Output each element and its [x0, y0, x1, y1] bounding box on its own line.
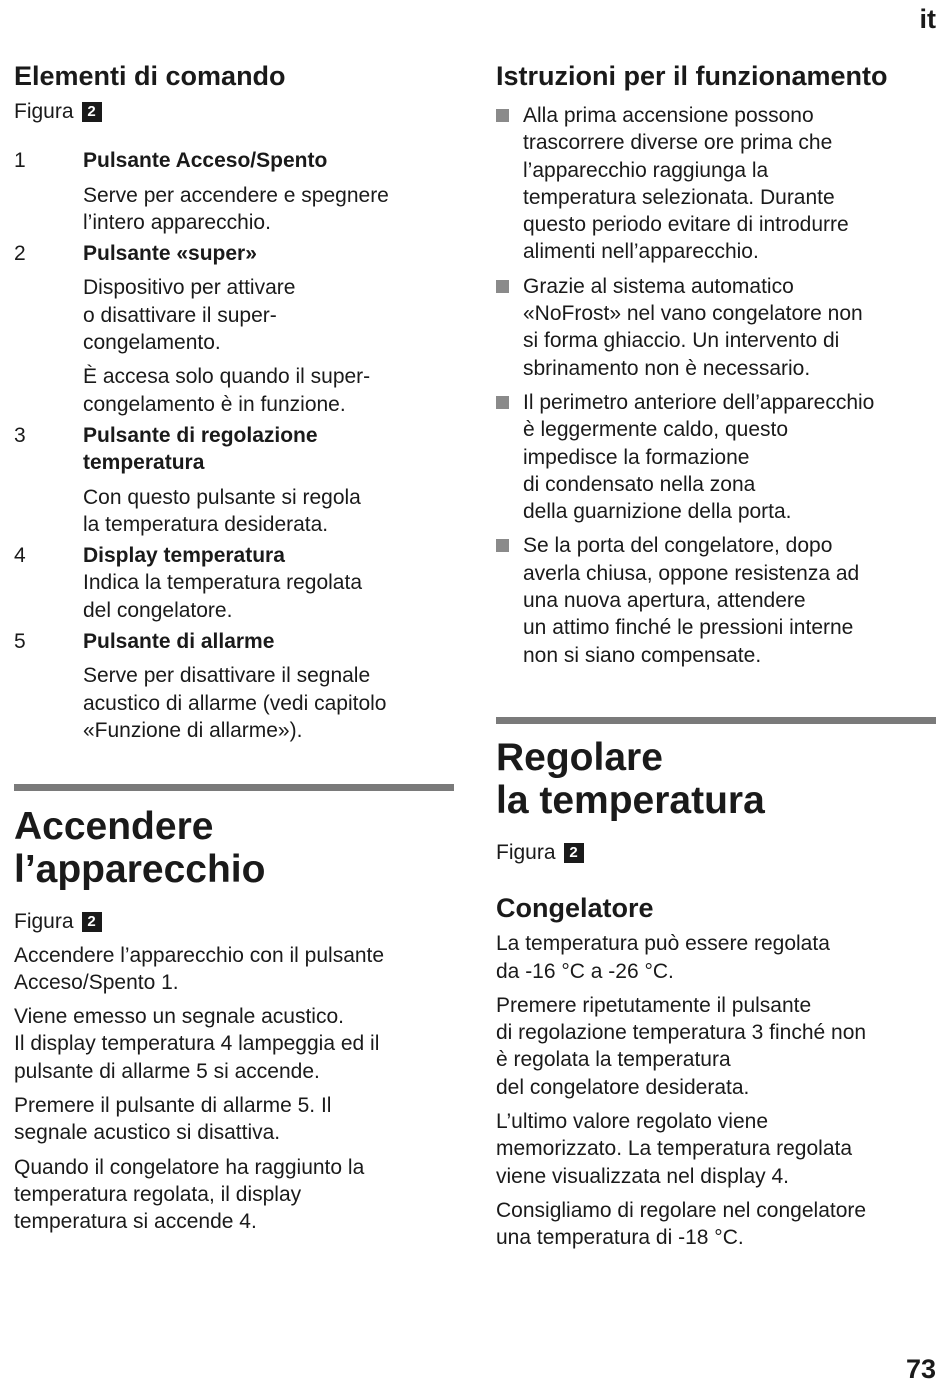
control-item [14, 542, 454, 624]
item-title: Pulsante di regolazione temperatura [83, 423, 318, 475]
control-item [14, 147, 454, 236]
bullet-square-icon [496, 109, 509, 122]
body-paragraph: Viene emesso un segnale acustico. Il display temperatura 4 lampeggia ed il pulsante di allarme 5 si accende. [14, 1005, 380, 1083]
body-paragraph: La temperatura può essere regolata da -16 °C a -26 °C. [496, 932, 830, 983]
body-paragraph: Quando il congelatore ha raggiunto la temperatura regolata, il display temperatura si accende 4. [14, 1155, 365, 1234]
section-divider [14, 784, 454, 791]
figure-number-badge: 2 [82, 912, 102, 932]
bullet-item [496, 102, 936, 266]
controls-list [14, 147, 454, 744]
body-paragraph: Premere ripetutamente il pulsante di regolazione temperatura 3 finché non è regolata la temperatura del congelatore desiderata. [496, 993, 867, 1099]
body-paragraph: L’ultimo valore regolato viene memorizzato. La temperatura regolata viene visualizzata nel display 4. [496, 1110, 853, 1188]
language-tag: it [919, 4, 936, 34]
item-text: Indica la temperatura regolata del congelatore. [83, 571, 362, 622]
item-title: Pulsante «super» [83, 242, 257, 266]
body-paragraph: Consigliamo di regolare nel congelatore una temperatura di -18 °C. [496, 1198, 867, 1250]
item-text: Serve per accendere e spegnere l’intero apparecchio. [83, 183, 389, 234]
item-title: Pulsante di allarme [83, 630, 275, 654]
item-title: Display temperatura [83, 544, 285, 568]
bullet-text: Grazie al sistema automatico «NoFrost» nel vano congelatore non si forma ghiaccio. Un intervento di sbrinamento non è necessario. [523, 274, 863, 380]
right-column [496, 58, 936, 1252]
bullet-square-icon [496, 396, 509, 409]
figure-label: Figura [496, 840, 556, 864]
page-number: 73 [905, 1354, 936, 1384]
bullet-text: Se la porta del congelatore, dopo averla chiusa, oppone resistenza ad una nuova apertura, attendere un attimo finché le pressioni interne non si siano compensate. [523, 534, 860, 667]
item-number: 1 [14, 149, 26, 173]
figure-label: Figura [14, 100, 74, 123]
bullet-square-icon [496, 539, 509, 552]
item-text: Serve per disattivare il segnale acustico di allarme (vedi capitolo «Funzione di allarme»). [83, 664, 387, 742]
item-text: È accesa solo quando il super- congelamento è in funzione. [83, 365, 371, 416]
control-item [14, 240, 454, 418]
bullet-item [496, 532, 936, 668]
freezer-heading: Congelatore [496, 893, 654, 924]
item-number: 4 [14, 544, 26, 568]
controls-heading: Elementi di comando [14, 61, 286, 91]
item-text: Dispositivo per attivare o disattivare il super- congelamento. [83, 276, 296, 355]
figure-label: Figura [14, 910, 74, 934]
item-text: Con questo pulsante si regola la temperatura desiderata. [83, 485, 361, 536]
body-paragraph: Accendere l’apparecchio con il pulsante Acceso/Spento 1. [14, 943, 385, 994]
operation-bullets [496, 102, 936, 669]
control-item [14, 422, 454, 538]
bullet-square-icon [496, 280, 509, 293]
figure-number-badge: 2 [82, 102, 102, 122]
item-number: 2 [14, 242, 26, 266]
bullet-item [496, 273, 936, 382]
item-number: 3 [14, 423, 26, 447]
control-item [14, 628, 454, 744]
switch-on-figure-ref [14, 908, 454, 935]
switch-on-heading: Accendere l’apparecchio [14, 805, 266, 892]
left-column [14, 58, 454, 1236]
item-title: Pulsante Acceso/Spento [83, 149, 328, 173]
temperature-heading: Regolare la temperatura [496, 735, 765, 822]
operation-heading: Istruzioni per il funzionamento [496, 61, 888, 91]
section-divider [496, 717, 936, 724]
bullet-text: Il perimetro anteriore dell’apparecchio è leggermente caldo, questo impedisce la formazione di condensato nella zona della guarnizione della porta. [523, 390, 875, 524]
controls-figure-ref [14, 98, 454, 125]
bullet-text: Alla prima accensione possono trascorrere diverse ore prima che l’apparecchio raggiunga la temperatura selezionata. Durante questo periodo evitare di introdurre alimenti nell’apparecchio. [523, 104, 849, 264]
temperature-figure-ref [496, 839, 936, 866]
figure-number-badge: 2 [564, 843, 584, 863]
bullet-item [496, 389, 936, 525]
body-paragraph: Premere il pulsante di allarme 5. Il segnale acustico si disattiva. [14, 1094, 332, 1145]
item-number: 5 [14, 630, 26, 654]
